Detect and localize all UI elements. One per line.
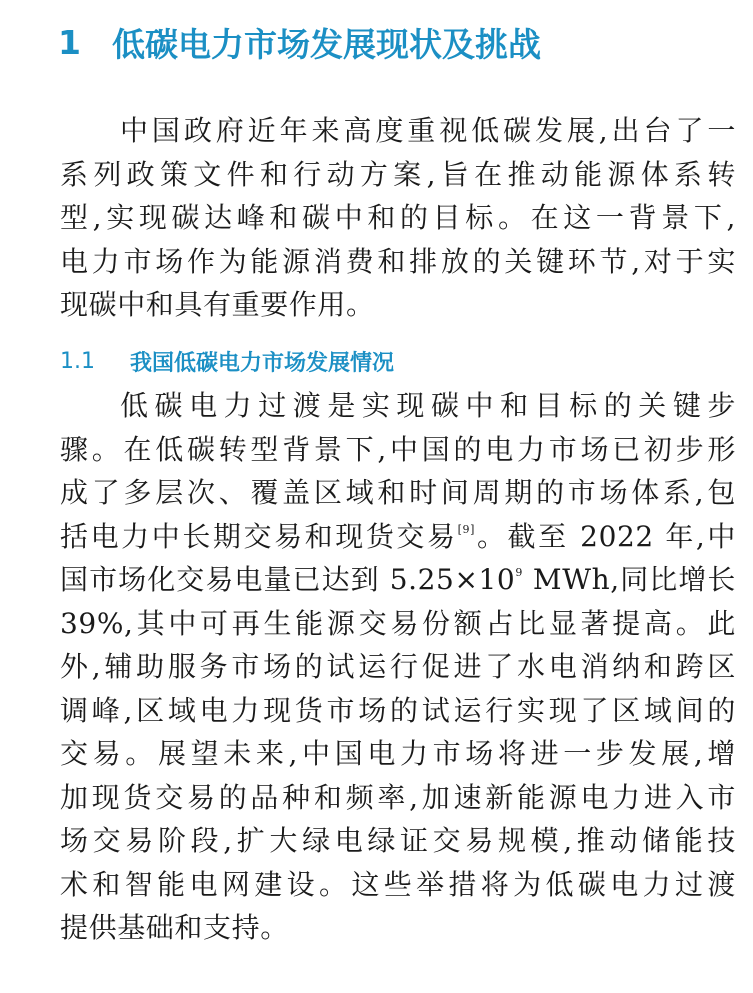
subsection-number: 1.1 bbox=[60, 348, 95, 374]
text-line: 系列政策文件和行动方案,旨在推动能源体系转 bbox=[60, 157, 736, 191]
text-segment: 国市场化交易电量已达到 5.25×10 bbox=[60, 563, 516, 596]
exponent: 9 bbox=[515, 566, 523, 579]
text-line: 39%,其中可再生能源交易份额占比显著提高。此 bbox=[60, 606, 736, 640]
text-line bbox=[60, 558, 736, 602]
section-title: 低碳电力市场发展现状及挑战 bbox=[112, 24, 541, 64]
text-line: 骤。在低碳转型背景下,中国的电力市场已初步形 bbox=[60, 432, 736, 466]
citation-reference: [9] bbox=[457, 522, 475, 536]
subsection-heading bbox=[60, 342, 394, 380]
section-heading bbox=[58, 14, 541, 70]
text-line: 加现货交易的品种和频率,加速新能源电力进入市 bbox=[60, 780, 736, 814]
text-line: 型,实现碳达峰和碳中和的目标。在这一背景下, bbox=[60, 201, 736, 234]
text-line: 中国政府近年来高度重视低碳发展,出台了一 bbox=[120, 114, 736, 147]
text-line: 术和智能电网建设。这些举措将为低碳电力过渡 bbox=[60, 867, 736, 901]
text-line bbox=[60, 515, 736, 559]
text-segment: 。截至 2022 年,中 bbox=[474, 519, 736, 553]
text-line: 场交易阶段,扩大绿电绿证交易规模,推动储能技 bbox=[60, 824, 736, 857]
subsection-title: 我国低碳电力市场发展情况 bbox=[130, 350, 395, 376]
text-line: 提供基础和支持。 bbox=[60, 911, 289, 944]
text-segment: 括电力中长期交易和现货交易 bbox=[60, 519, 458, 553]
text-segment: MWh,同比增长 bbox=[522, 563, 736, 596]
paragraph-market-development bbox=[60, 384, 736, 950]
text-line: 外,辅助服务市场的试运行促进了水电消纳和跨区 bbox=[60, 650, 736, 683]
text-line: 低碳电力过渡是实现碳中和目标的关键步 bbox=[120, 389, 736, 422]
text-line: 成了多层次、覆盖区域和时间周期的市场体系,包 bbox=[60, 476, 736, 509]
text-line: 现碳中和具有重要作用。 bbox=[60, 288, 375, 321]
text-line: 电力市场作为能源消费和排放的关键环节,对于实 bbox=[60, 244, 736, 278]
paragraph-intro bbox=[60, 109, 736, 327]
text-line: 交易。展望未来,中国电力市场将进一步发展,增 bbox=[60, 737, 736, 770]
section-number: 1 bbox=[58, 22, 81, 62]
text-line: 调峰,区域电力现货市场的试运行实现了区域间的 bbox=[60, 693, 736, 727]
